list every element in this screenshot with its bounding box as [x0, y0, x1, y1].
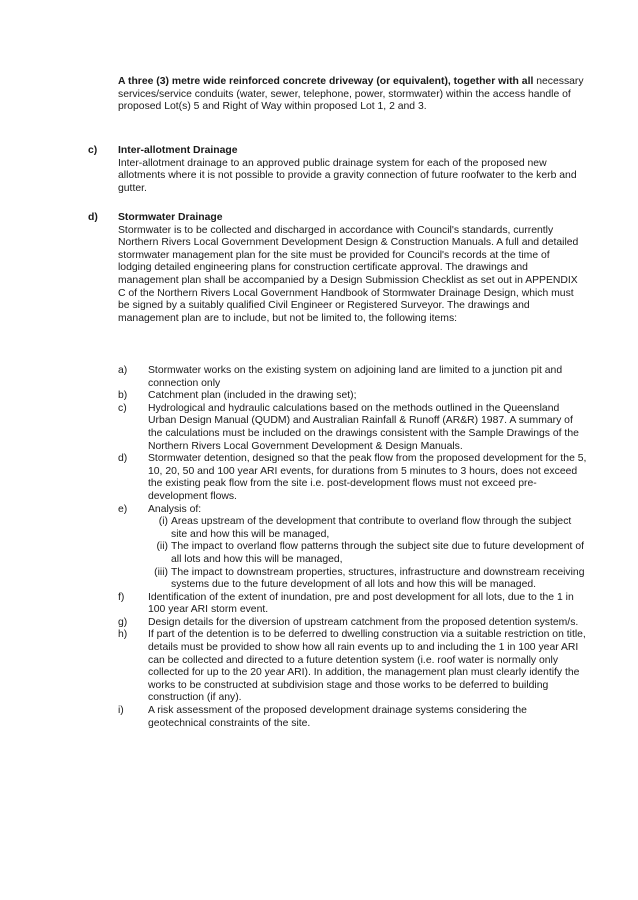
sub-item-text: The impact to overland flow patterns through the subject site due to future development of all lots and how this will be managed,	[171, 541, 584, 565]
driveway-paragraph-text: necessary services/service conduits (water, sewer, telephone, power, stormwater) within the access handle of proposed Lot(s) 5 and Right of Way within proposed Lot 1, 2 and 3.	[118, 76, 584, 113]
list-item-label: e)	[118, 503, 128, 515]
list-item-text: Identification of the extent of inundation, pre and post development for all lots, due to the 1 in 100 year ARI storm event.	[148, 591, 574, 616]
sub-item-label: (ii)	[156, 541, 168, 553]
list-item-text: A risk assessment of the proposed development drainage systems considering the geotechnical constraints of the site.	[148, 705, 527, 729]
list-item	[118, 403, 588, 453]
list-item-label: c)	[118, 402, 127, 414]
section-c-letter: c)	[88, 145, 98, 156]
driveway-paragraph-bold: A three (3) metre wide reinforced concrete driveway (or equivalent), together with all	[118, 76, 534, 87]
list-item-label: b)	[118, 390, 128, 402]
sub-item	[148, 516, 588, 541]
list-item-text: Design details for the diversion of upstream catchment from the proposed detention system/s.	[148, 616, 579, 628]
list-item	[118, 592, 588, 617]
list-item	[118, 629, 588, 705]
section-c-title: Inter-allotment Drainage	[118, 145, 238, 156]
list-item	[118, 504, 588, 592]
driveway-paragraph	[118, 76, 586, 114]
list-item-text: Stormwater works on the existing system on adjoining land are limited to a junction pit and connection only	[148, 365, 563, 389]
sub-item-text: Areas upstream of the development that contribute to overland flow through the subject site and how this will be managed,	[171, 516, 572, 540]
list-item-text: If part of the detention is to be deferred to dwelling construction via a suitable restriction on title, details must be provided to show how all rain events up to and including the 1 in 100 year ARI can be collected and directed to a future detention system (i.e. roof water is normally only collected for up to the 20 year ARI). In addition, the management plan must clearly identify the works to be constructed at subdivision stage and those works to be deferred to building construction (if any).	[148, 629, 586, 704]
list-item	[118, 365, 588, 390]
stormwater-items-list	[118, 365, 588, 730]
sub-item-label: (iii)	[154, 566, 168, 578]
section-c	[118, 145, 586, 195]
list-item-label: h)	[118, 629, 128, 641]
list-item-label: i)	[118, 705, 124, 717]
section-d-title: Stormwater Drainage	[118, 212, 223, 223]
list-item-label: d)	[118, 453, 128, 465]
list-item-text: Analysis of:	[148, 503, 202, 515]
section-d-letter: d)	[88, 212, 98, 223]
list-item-text: Hydrological and hydraulic calculations based on the methods outlined in the Queensland Urban Design Manual (QUDM) and Australian Rainfall & Runoff (AR&R) 1987. A summary of the calculations must be included on the drawings consistent with the Sample Drawings of the Northern Rivers Local Government Development & Design Manuals.	[148, 402, 579, 452]
list-item-label: f)	[118, 591, 125, 603]
list-item	[118, 453, 588, 503]
list-item-text: Catchment plan (included in the drawing set);	[148, 390, 357, 402]
sub-item	[148, 541, 588, 566]
list-item	[118, 705, 588, 730]
section-d	[118, 212, 586, 325]
list-item	[118, 617, 588, 630]
section-d-body: Stormwater is to be collected and discharged in accordance with Council's standards, currently Northern Rivers Local Government Development Design & Construction Manuals. A full and detailed stormwater management plan for the site must be provided for Council's records at the time of lodging detailed engineering plans for construction certificate approval. The drawings and management plan shall be accompanied by a Design Submission Checklist as set out in APPENDIX C of the Northern Rivers Local Government Handbook of Stormwater Drainage Design, which must be signed by a suitably qualified Civil Engineer or Registered Surveyor. The drawings and management plan are to include, but not be limited to, the following items:	[118, 224, 579, 324]
sub-item	[148, 567, 588, 592]
list-item-text: Stormwater detention, designed so that the peak flow from the proposed development for the 5, 10, 20, 50 and 100 year ARI events, for durations from 5 minutes to 3 hours, does not exceed the existing peak flow from the site i.e. post-development flows must not exceed pre-development flows.	[148, 453, 587, 502]
list-item-label: g)	[118, 616, 128, 628]
sub-item-text: The impact to downstream properties, structures, infrastructure and downstream receiving systems due to the future development of all lots and how this will be managed.	[171, 566, 585, 591]
section-c-body: Inter-allotment drainage to an approved public drainage system for each of the proposed new allotments where it is not possible to provide a gravity connection of future roofwater to the kerb and gutter.	[118, 157, 577, 194]
sub-item-label: (i)	[158, 516, 168, 528]
list-item-label: a)	[118, 365, 128, 376]
list-item	[118, 390, 588, 403]
